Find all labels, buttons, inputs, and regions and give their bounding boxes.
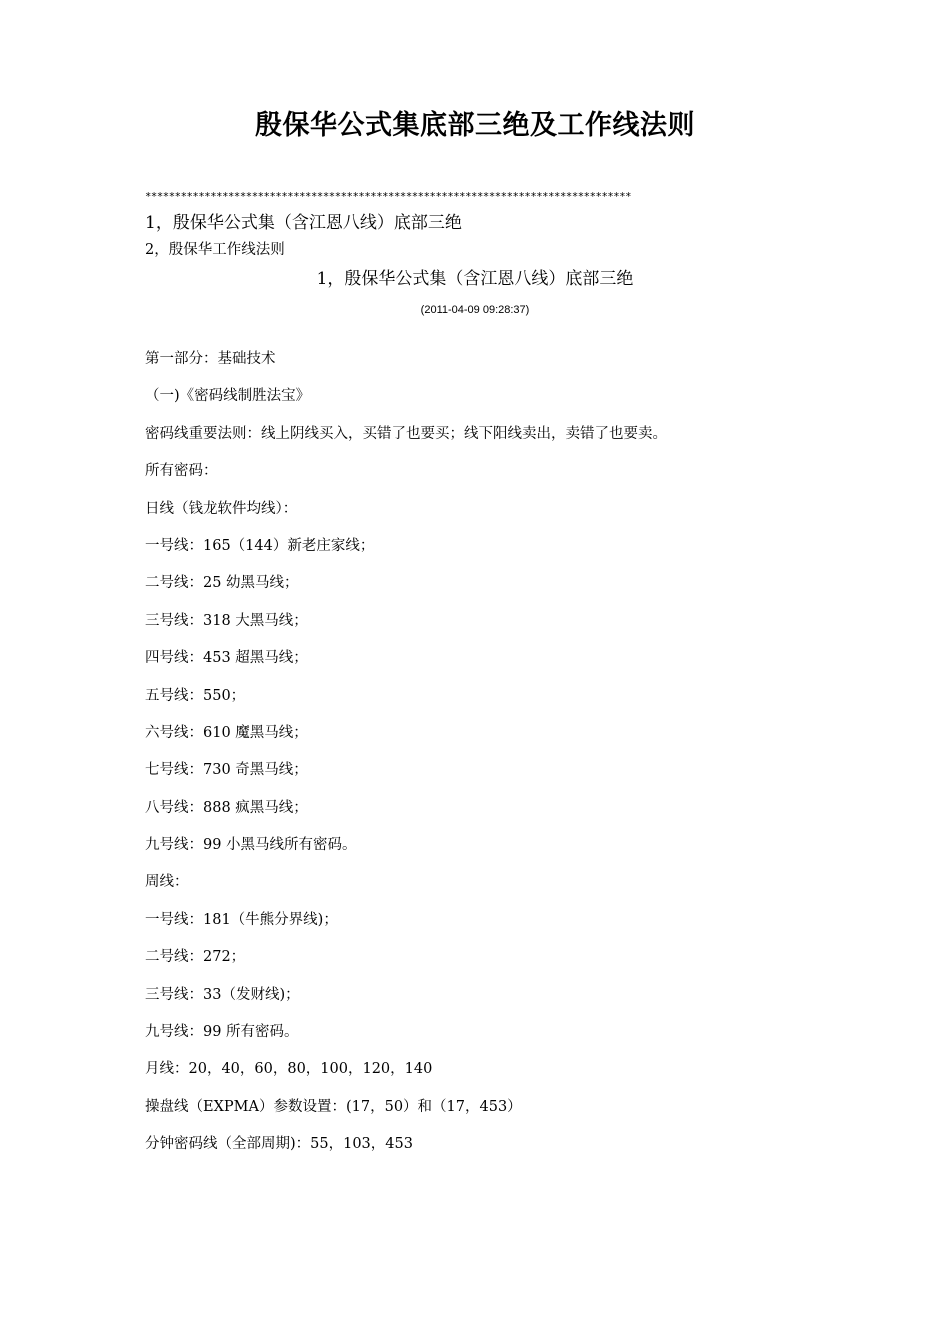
text-line: 九号线：99 小黑马线所有密码。 bbox=[145, 837, 357, 854]
toc-item-1: 1，殷保华公式集（含江恩八线）底部三绝 bbox=[145, 213, 462, 233]
text-line: 七号线：730 奇黑马线； bbox=[145, 762, 308, 779]
section-title: 1，殷保华公式集（含江恩八线）底部三绝 bbox=[316, 269, 634, 289]
text-line: 操盘线（EXPMA）参数设置：(17，50）和（17，453） bbox=[145, 1098, 522, 1115]
text-line: 所有密码： bbox=[145, 463, 218, 480]
text-line: 二号线：272； bbox=[145, 949, 246, 966]
section-date: (2011-04-09 09:28:37) bbox=[420, 304, 530, 316]
text-line: 三号线：318 大黑马线； bbox=[145, 612, 308, 629]
text-line: 日线（钱龙软件均线）： bbox=[145, 500, 298, 517]
text-line: 九号线：99 所有密码。 bbox=[145, 1024, 299, 1041]
text-line: 三号线：33（发财线)； bbox=[145, 986, 300, 1003]
text-line: 周线： bbox=[145, 874, 189, 891]
text-line: 五号线：550； bbox=[145, 687, 246, 704]
text-line: 一号线：181（牛熊分界线)； bbox=[145, 911, 338, 928]
body-text bbox=[145, 347, 845, 1170]
document-title: 殷保华公式集底部三绝及工作线法则 bbox=[255, 110, 695, 141]
separator-line: ********************************************************************************** bbox=[145, 191, 632, 203]
text-line: 月线：20，40，60，80，100，120，140 bbox=[145, 1061, 433, 1078]
text-line: 一号线：165（144）新老庄家线； bbox=[145, 537, 375, 554]
text-line: 六号线：610 魔黑马线； bbox=[145, 724, 308, 741]
text-line: 八号线：888 疯黑马线； bbox=[145, 799, 308, 816]
text-line: 二号线：25 幼黑马线； bbox=[145, 575, 299, 592]
toc-item-2: 2，殷保华工作线法则 bbox=[145, 242, 285, 258]
text-line: （一)《密码线制胜法宝》 bbox=[145, 388, 311, 405]
text-line: 分钟密码线（全部周期)：55，103，453 bbox=[145, 1136, 413, 1153]
text-line: 四号线：453 超黑马线； bbox=[145, 650, 308, 667]
text-line: 第一部分：基础技术 bbox=[145, 351, 276, 367]
text-line: 密码线重要法则：线上阴线买入，买错了也要买；线下阳线卖出，卖错了也要卖。 bbox=[145, 425, 667, 442]
